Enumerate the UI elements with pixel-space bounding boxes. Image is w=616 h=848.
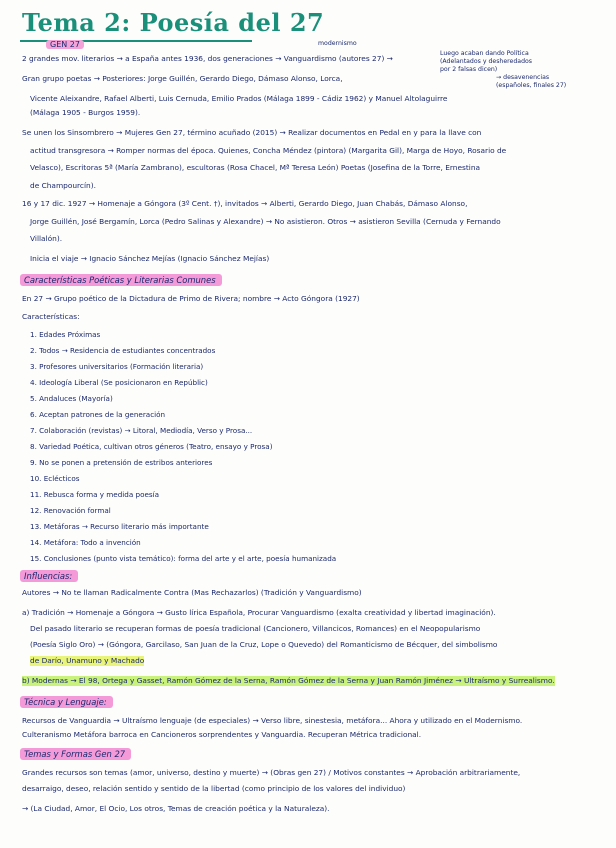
list-item: 2. Todos → Residencia de estudiantes concentrados [30,346,216,355]
list-item: 6. Aceptan patrones de la generación [30,410,166,419]
list-item: 11. Rebusca forma y medida poesía [30,490,160,499]
influencias-line: Autores → No te llaman Radicalmente Contra (Mas Rechazarlos) (Tradición y Vanguardismo) [22,588,362,597]
temas-line: desarraigo, deseo, relación sentido y sentido de la libertad (como principio de los valores del individuo) [22,784,406,793]
intro-line: Se unen los Sinsombrero → Mujeres Gen 27, término acuñado (2015) → Realizar documentos en Pedal en y para la llave con [22,128,482,137]
intro-line: de Champourcín). [30,181,96,190]
temas-line: → (La Ciudad, Amor, El Ocio, Los otros, Temas de creación poética y la Naturaleza). [22,804,330,813]
intro-line: Gran grupo poetas → Posteriores: Jorge Guillén, Gerardo Diego, Dámaso Alonso, Lorca, [22,74,343,83]
note-right-5: (españoles, finales 27) [496,82,567,89]
page-title: Tema 2: Poesía del 27 [22,8,325,37]
intro-line: Vicente Aleixandre, Rafael Alberti, Luis Cernuda, Emilio Prados (Málaga 1899 - Cádiz 1962) y Manuel Altolaguirre [30,94,448,103]
note-right-1: Luego acaban dando Política [440,50,529,57]
note-right-2: (Adelantados y desheredados [440,58,533,65]
gen-label: GEN 27 [46,40,84,49]
intro-line: 16 y 17 dic. 1927 → Homenaje a Góngora (3º Cent. †), invitados → Alberti, Gerardo Diego, Juan Chabás, Dámaso Alonso, [22,199,468,208]
intro-line: actitud transgresora → Romper normas del época. Quienes, Concha Méndez (pintora) (Margarita Gil), Marga de Hoyo, Rosario de [30,146,507,155]
list-item: 14. Metáfora: Todo a invención [30,538,141,547]
intro-line: Velasco), Escritoras 5ª (María Zambrano), escultoras (Rosa Chacel, Mª Teresa León) Poetas (Josefina de la Torre, Ernestina [30,163,481,172]
list-item: 15. Conclusiones (punto vista temático): forma del arte y el arte, poesía humanizada [30,554,337,563]
intro-line: (Málaga 1905 - Burgos 1959). [30,108,141,117]
section-heading-temas: Temas y Formas Gen 27 [20,748,131,760]
intro-line: Inicia el viaje → Ignacio Sánchez Mejías (Ignacio Sánchez Mejías) [30,254,270,263]
list-item: 5. Andaluces (Mayoría) [30,394,113,403]
list-item: 4. Ideología Liberal (Se posicionaron en Repúblic) [30,378,208,387]
section-heading-influencias: Influencias: [20,570,78,582]
section-heading-tecnica: Técnica y Lenguaje: [20,696,113,708]
note-modernismo: modernismo [318,40,357,47]
temas-line: Grandes recursos son temas (amor, universo, destino y muerte) → (Obras gen 27) / Motivos constantes → Aprobación arbitrariamente, [22,768,521,777]
tecnica-line: Culteranismo Metáfora barroca en Cancioneros sorprendentes y Vanguardia. Recuperan Métrica tradicional. [22,730,422,739]
list-item: 10. Eclécticos [30,474,80,483]
note-right-4: → desavenencias [496,74,550,81]
intro-line: 2 grandes mov. literarios → a España antes 1936, dos generaciones → Vanguardismo (autores 27) → [22,54,393,63]
intro-line: Jorge Guillén, José Bergamín, Lorca (Pedro Salinas y Alexandre) → No asistieron. Otros → asistieron Sevilla (Cernuda y Fernando [30,217,501,226]
intro-line: Villalón). [30,234,63,243]
influencias-b-line: b) Modernas → El 98, Ortega y Gasset, Ramón Gómez de la Serna, Ramón Gómez de la Serna y Juan Ramón Jiménez → Ultraísmo y Surrealismo. [22,676,555,685]
influencias-a-line: a) Tradición → Homenaje a Góngora → Gusto lírica Española, Procurar Vanguardismo (exalta creatividad y libertad imaginación). [22,608,496,617]
influencias-a-line-highlight: de Darío, Unamuno y Machado [30,656,145,665]
list-item: 8. Variedad Poética, cultivan otros géneros (Teatro, ensayo y Prosa) [30,442,273,451]
list-item: 13. Metáforas → Recurso literario más importante [30,522,209,531]
list-item: 1. Edades Próximas [30,330,101,339]
influencias-a-line: (Poesía Siglo Oro) → (Góngora, Garcilaso, San Juan de la Cruz, Lope o Quevedo) del Romanticismo de Bécquer, del simbolismo [30,640,498,649]
list-item: 3. Profesores universitarios (Formación literaria) [30,362,204,371]
section-1-line: En 27 → Grupo poético de la Dictadura de Primo de Rivera; nombre → Acto Góngora (1927) [22,294,360,303]
note-right-3: por 2 falsas dicen) [440,66,498,73]
section-heading-caracteristicas: Características Poéticas y Literarias Comunes [20,274,222,286]
influencias-a-line: Del pasado literario se recuperan formas de poesía tradicional (Cancionero, Villancicos, Romances) en el Neopopularismo [30,624,481,633]
list-item: 12. Renovación formal [30,506,111,515]
caracteristicas-label: Características: [22,312,80,321]
list-item: 9. No se ponen a pretensión de estribos anteriores [30,458,213,467]
list-item: 7. Colaboración (revistas) → Litoral, Mediodía, Verso y Prosa... [30,426,253,435]
tecnica-line: Recursos de Vanguardia → Ultraísmo lenguaje (de especiales) → Verso libre, sinestesia, metáfora... Ahora y utilizado en el Modernismo. [22,716,523,725]
